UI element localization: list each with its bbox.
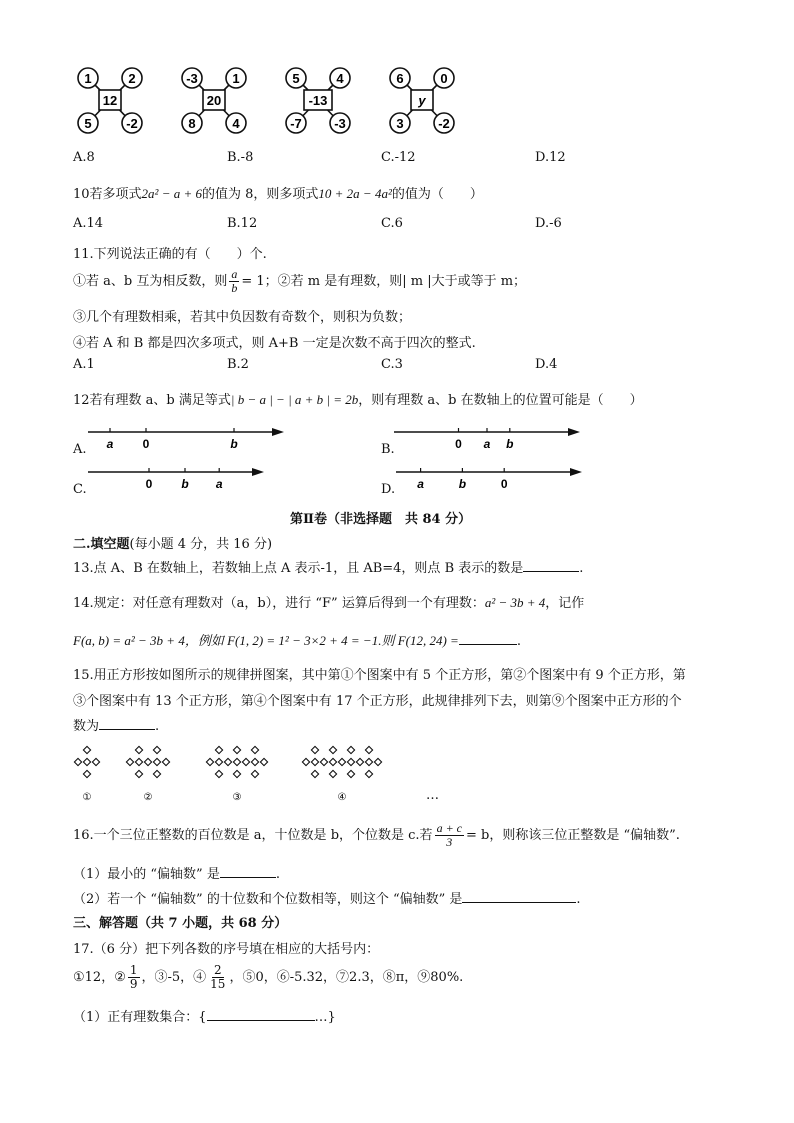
q10-expr2: 10 + 2a − 4a²: [318, 186, 392, 201]
diagram-circle-value: -2: [126, 116, 138, 131]
section-3-heading: 三、解答题（共 7 小题，共 68 分）: [73, 916, 288, 931]
tick-label: b: [230, 437, 238, 451]
diagram-circle-value: 5: [292, 71, 300, 86]
q10-stem: 10若多项式2a² − a + 6的值为 8，则多项式10 + 2a − 4a²的值为（ ）: [73, 186, 483, 202]
square-tile: [144, 758, 151, 765]
square-tile: [135, 770, 142, 777]
diagram-4: [390, 68, 454, 133]
q9-option-b[interactable]: B.-8: [227, 150, 254, 165]
q12-option-c-label[interactable]: C.: [73, 482, 87, 497]
pattern-label: ③: [232, 792, 242, 803]
diagram-3: [286, 68, 350, 133]
q16-part-2: （2）若一个 “偏轴数” 的十位数和个位数相等，则这个 “偏轴数” 是 .: [73, 892, 581, 907]
square-tile: [215, 770, 222, 777]
q12-option-b-label[interactable]: B.: [381, 442, 395, 457]
q17-fraction-1: $\frac{1}{9}$: [129, 963, 138, 991]
tick-label: b: [506, 437, 514, 451]
q16-fraction: $\frac{a + c}{3}$: [436, 821, 462, 849]
q11-fraction: $\frac{a}{b}$: [231, 267, 238, 295]
square-tile: [320, 758, 327, 765]
q9-option-a[interactable]: A.8: [73, 150, 95, 165]
square-tile: [329, 758, 336, 765]
q11-statement-4: ④若 A 和 B 都是四次多项式，则 A+B 一定是次数不高于四次的整式.: [73, 336, 476, 351]
pattern-label: ④: [337, 792, 347, 803]
fill-in-heading: 二.填空题(每小题 4 分，共 16 分): [73, 537, 273, 552]
square-tile: [126, 758, 133, 765]
q11-option-b[interactable]: B.2: [227, 357, 249, 372]
square-tile: [311, 758, 318, 765]
diagram-circle-value: 4: [232, 116, 240, 131]
q11-option-a[interactable]: A.1: [73, 357, 95, 372]
q12-stem: 12若有理数 a、b 满足等式| b − a | − | a + b | = 2b，则有理数 a、b 在数轴上的位置可能是（ ）: [73, 392, 643, 408]
square-tile: [135, 758, 142, 765]
square-tile: [153, 758, 160, 765]
q11-option-d[interactable]: D.4: [535, 357, 558, 372]
q12-axis-d: [394, 458, 584, 498]
q17-fraction-2: $\frac{2}{15}$: [210, 963, 226, 991]
diagram-circle-value: 1: [232, 71, 240, 86]
square-tile: [153, 746, 160, 753]
arrow-head: [570, 468, 582, 476]
tick-label: a: [106, 437, 114, 451]
q11-option-c[interactable]: C.3: [381, 357, 403, 372]
q15-line-2: ③个图案中有 13 个正方形，第④个图案中有 17 个正方形，此规律排列下去，则第⑨个图案中正方形的个: [73, 694, 682, 709]
q12-option-a-label[interactable]: A.: [73, 442, 87, 457]
q15-ellipsis: …: [426, 788, 439, 803]
q9-option-d[interactable]: D.12: [535, 150, 566, 165]
diagram-center-value: -13: [308, 93, 328, 108]
number-square-diagrams: [60, 60, 480, 140]
q11-statement-1-2: ①若 a、b 互为相反数，则 $\frac{a}{b}$ = 1；②若 m 是有理数，则| m |大于或等于 m；: [73, 267, 527, 295]
q16-part-2-blank[interactable]: [462, 902, 576, 903]
square-tile: [356, 758, 363, 765]
pattern-4: [302, 746, 381, 803]
square-tile: [162, 758, 169, 765]
q16-part-1: （1）最小的 “偏轴数” 是 .: [73, 867, 280, 882]
tick-label: b: [458, 477, 467, 491]
q14-answer-blank[interactable]: [459, 644, 517, 645]
square-tile: [251, 758, 258, 765]
pattern-label: ①: [82, 792, 92, 803]
tick-label: 0: [142, 437, 150, 451]
arrow-head: [568, 428, 580, 436]
pattern-1: [74, 746, 99, 803]
square-tile: [329, 770, 336, 777]
square-tile: [374, 758, 381, 765]
diagram-circle-value: 6: [396, 71, 404, 86]
diagram-circle-value: -3: [334, 116, 346, 131]
q11-stem: 11.下列说法正确的有（ ）个.: [73, 247, 267, 262]
square-tile: [365, 746, 372, 753]
q10-option-b[interactable]: B.12: [227, 216, 258, 231]
square-tile: [215, 746, 222, 753]
q9-option-c[interactable]: C.-12: [381, 150, 416, 165]
q15-answer-blank[interactable]: [99, 729, 155, 730]
square-tile: [83, 758, 90, 765]
q11-statement-3: ③几个有理数相乘，若其中负因数有奇数个，则积为负数；: [73, 310, 412, 325]
diagram-circle-value: 2: [128, 71, 136, 86]
arrow-head: [272, 428, 284, 436]
square-tile: [206, 758, 213, 765]
square-tile: [365, 758, 372, 765]
diagram-center-value: y: [418, 93, 426, 108]
section-2-title: 第Ⅱ卷（非选择题 共 84 分）: [290, 512, 472, 527]
square-tile: [260, 758, 267, 765]
q16-part-1-blank[interactable]: [220, 877, 276, 878]
q17-items: ①12，② $\frac{1}{9}$ ，③-5，④ $\frac{2}{15}$ ，⑤0，⑥-5.32，⑦2.3，⑧π，⑨80%.: [73, 963, 464, 991]
square-tile: [311, 746, 318, 753]
q12-option-d-label[interactable]: D.: [381, 482, 396, 497]
q12-axis-c: [86, 458, 266, 498]
square-tile: [251, 770, 258, 777]
q12-axis-a: [86, 418, 286, 458]
tick-label: 0: [145, 477, 153, 491]
pattern-2: [126, 746, 169, 803]
diagram-circle-value: -2: [438, 116, 450, 131]
square-tile: [251, 746, 258, 753]
q15-line-1: 15.用正方形按如图所示的规律拼图案，其中第①个图案中有 5 个正方形，第②个图案中有 9 个正方形，第: [73, 668, 686, 683]
tick-label: a: [417, 477, 424, 491]
square-tile: [215, 758, 222, 765]
diagram-center-value: 12: [102, 93, 118, 108]
diagram-circle-value: -7: [290, 116, 302, 131]
square-tile: [338, 758, 345, 765]
diagram-1: [78, 68, 142, 133]
diagram-circle-value: 5: [84, 116, 92, 131]
diagram-circle-value: -3: [186, 71, 198, 86]
q17-stem: 17.（6 分）把下列各数的序号填在相应的大括号内：: [73, 942, 380, 957]
q12-axis-b: [392, 418, 582, 458]
square-tile: [233, 758, 240, 765]
tick-label: b: [181, 477, 189, 491]
diagram-circle-value: 8: [188, 116, 196, 131]
square-tile: [83, 770, 90, 777]
tick-label: 0: [500, 477, 508, 491]
square-tile: [302, 758, 309, 765]
diagram-circle-value: 0: [440, 71, 448, 86]
square-tile: [329, 746, 336, 753]
square-tile: [311, 770, 318, 777]
q15-line-3: 数为 .: [73, 719, 160, 734]
diagram-circle-value: 3: [396, 116, 404, 131]
pattern-3: [206, 746, 267, 803]
q16-stem: 16.一个三位正整数的百位数是 a，十位数是 b，个位数是 c.若 $\frac{a + c}{3}$ = b，则称该三位正整数是 “偏轴数”.: [73, 821, 680, 849]
q17-part-1-blank[interactable]: [207, 1020, 315, 1021]
q17-part-1: （1）正有理数集合：{ …}: [73, 1010, 336, 1025]
tick-label: 0: [455, 437, 462, 451]
square-tile: [347, 746, 354, 753]
square-tile: [74, 758, 81, 765]
q13: 13.点 A、B 在数轴上，若数轴上点 A 表示-1，且 AB=4，则点 B 表示的数是 .: [73, 561, 584, 576]
square-tile: [242, 758, 249, 765]
square-tile: [83, 746, 90, 753]
square-tile: [233, 746, 240, 753]
q14-line-1: 14.规定：对任意有理数对（a，b），进行 “F” 运算后得到一个有理数：a² − 3b + 4，记作: [73, 595, 585, 611]
tick-label: a: [215, 477, 223, 491]
square-tile: [153, 770, 160, 777]
square-tile: [347, 770, 354, 777]
square-tile: [92, 758, 99, 765]
q10-option-d[interactable]: D.-6: [535, 216, 562, 231]
square-tile: [224, 758, 231, 765]
arrow-head: [252, 468, 264, 476]
square-tile: [365, 770, 372, 777]
diagram-circle-value: 1: [84, 71, 92, 86]
q15-patterns: [70, 742, 450, 812]
q10-expr1: 2a² − a + 6: [141, 186, 202, 201]
diagram-2: [182, 68, 246, 133]
square-tile: [135, 746, 142, 753]
square-tile: [233, 770, 240, 777]
square-tile: [347, 758, 354, 765]
diagram-circle-value: 4: [336, 71, 344, 86]
q14-line-2: F(a, b) = a² − 3b + 4，例如 F(1, 2) = 1² − 3×2 + 4 = −1.则 F(12, 24) = .: [73, 633, 521, 649]
tick-label: a: [483, 437, 491, 451]
q10-option-c[interactable]: C.6: [381, 216, 403, 231]
q10-option-a[interactable]: A.14: [73, 216, 104, 231]
pattern-label: ②: [143, 792, 153, 803]
diagram-center-value: 20: [206, 93, 222, 108]
q12-expr: | b − a | − | a + b | = 2b: [230, 392, 359, 407]
q13-answer-blank[interactable]: [523, 571, 579, 572]
